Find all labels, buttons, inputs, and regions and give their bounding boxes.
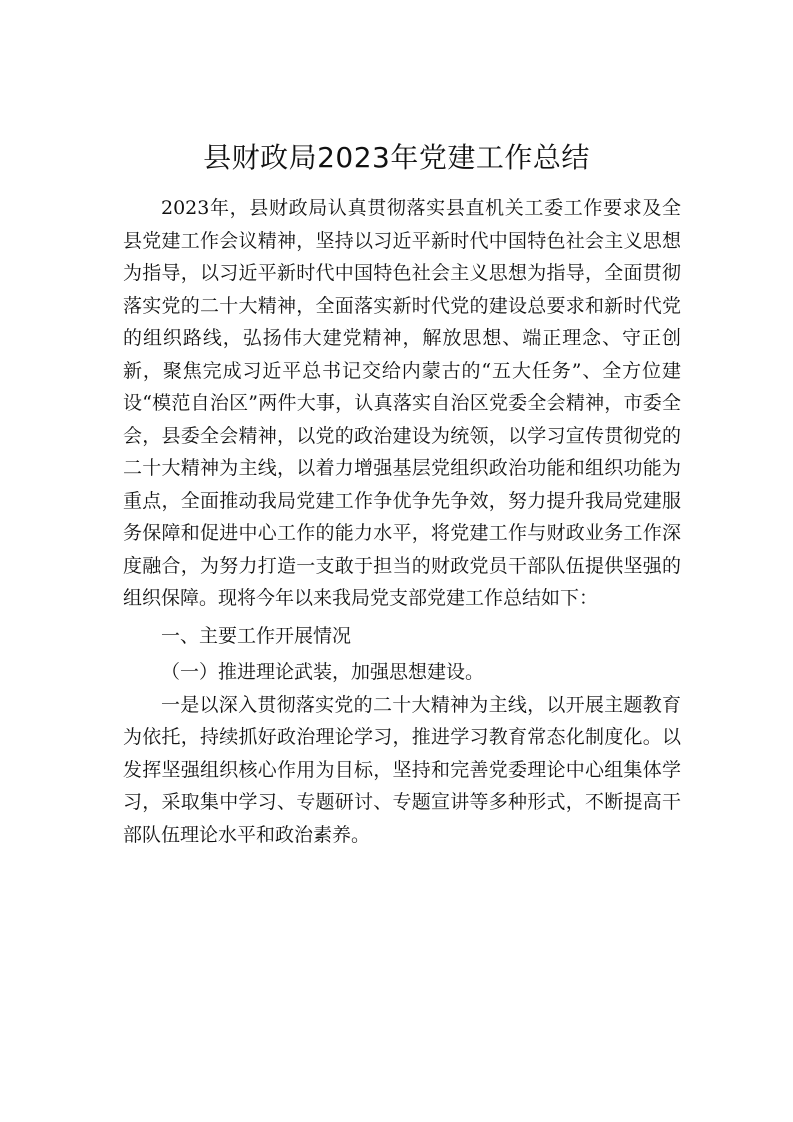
section-heading-main-work: 一、主要工作开展情况 [161,624,352,647]
subsection-heading-theory: （一）推进理论武装，加强思想建设。 [161,660,485,683]
document-title: 县财政局2023年党建工作总结 [203,141,590,174]
intro-paragraph: 2023年，县财政局认真贯彻落实县直机关工委工作要求及全县党建工作会议精神，坚持以习近平新时代中国特色社会主义思想为指导，以习近平新时代中国特色社会主义思想为指导，全面贯彻落实党的二十大精神，全面落实新时代党的建设总要求和新时代党的组织路线，弘扬伟大建党精神，解放思想、端正理念、守正创新，聚焦完成习近平总书记交给内蒙古的“五大任务”、全方位建设“模范自治区”两件大事，认真落实自治区党委全会精神，市委全会，县委全会精神，以党的政治建设为统领，以学习宣传贯彻党的二十大精神为主线，以着力增强基层党组织政治功能和组织功能为重点，全面推动我局党建工作争优争先争效，努力提升我局党建服务保障和促进中心工作的能力水平，将党建工作与财政业务工作深度融合，为努力打造一支敢于担当的财政党员干部队伍提供坚强的组织保障。现将今年以来我局党支部党建工作总结如下： [123,197,681,609]
document-body [123,192,681,851]
subsection-paragraph-theory: 一是以深入贯彻落实党的二十大精神为主线，以开展主题教育为依托，持续抓好政治理论学习，推进学习教育常态化制度化。以发挥坚强组织核心作用为目标，坚持和完善党委理论中心组集体学习，采取集中学习、专题研讨、专题宣讲等多种形式，不断提高干部队伍理论水平和政治素养。 [123,693,681,846]
